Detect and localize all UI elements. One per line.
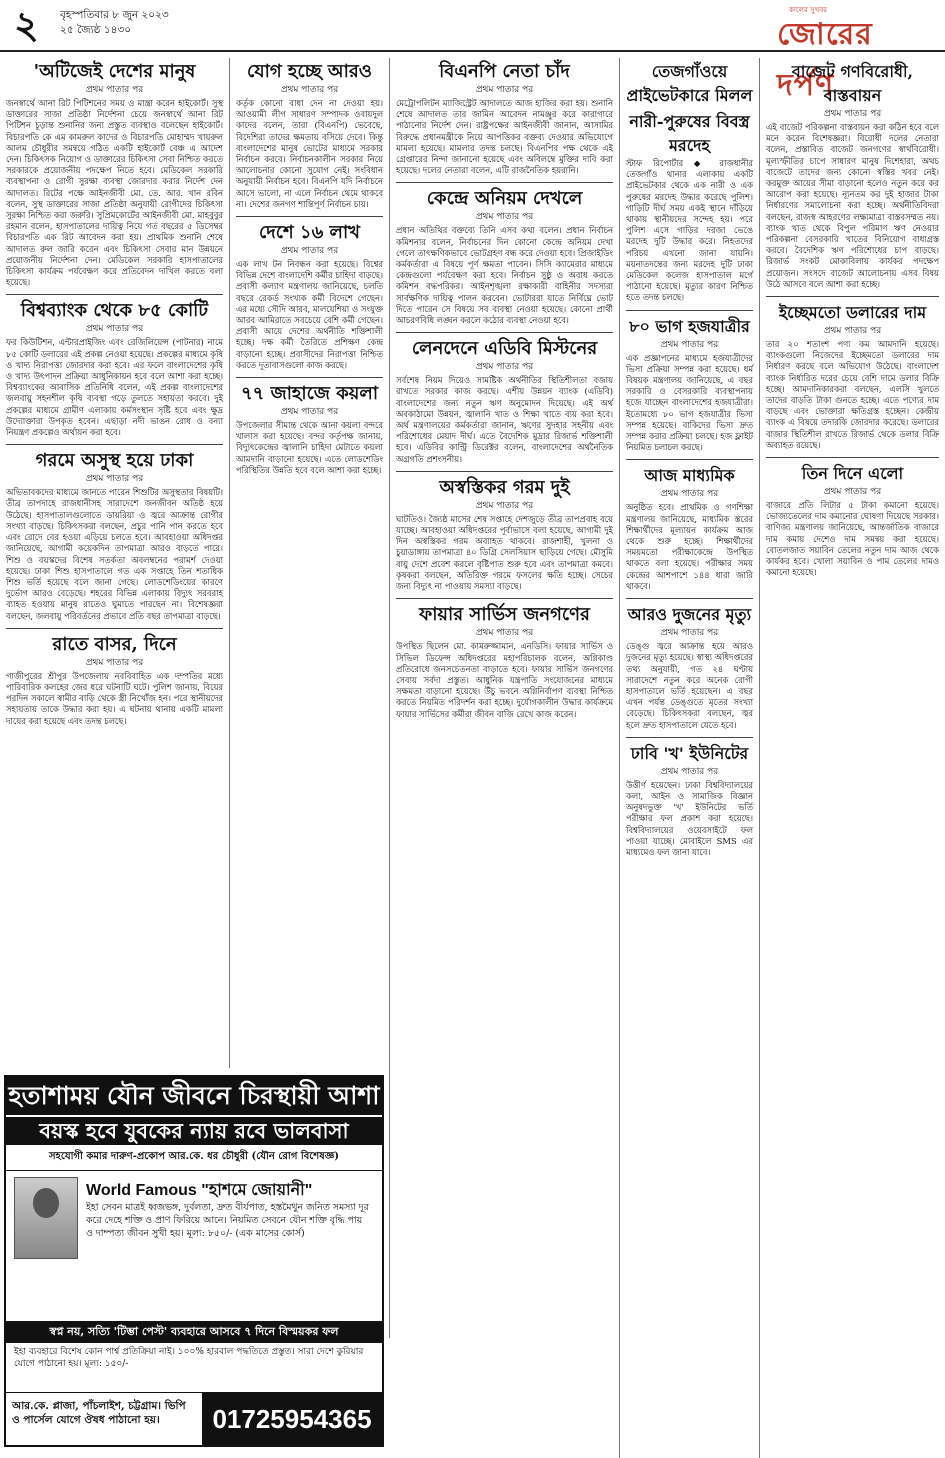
divider bbox=[236, 216, 383, 217]
divider bbox=[396, 471, 613, 472]
article-body: উপস্থিত ছিলেন মো. কামরুজ্জামান, এনডিসি। ফায়ার সার্ভিস ও সিভিল ডিফেন্স অধিদপ্তরের মহাপরিচালক বলেন, অগ্নিকাণ্ড প্রতিরোধে জনসচেতনতা বাড়াতে হবে। ফায়ার সার্ভিস জনগণের সেবায় সর্বদা প্রস্তুত। আধুনিক যন্ত্রপাতি সংযোজনের মাধ্যমে সক্ষমতা বাড়ানো হয়েছে। উঁচু ভবনে অগ্নিনির্বাপণ ব্যবস্থা নিশ্চিত করতে নিয়মিত পরিদর্শন করা হচ্ছে। দুর্যোগকালীন উদ্ধার কার্যক্রমে ফায়ার সার্ভিসের কর্মীরা জীবন বাজি রেখে কাজ করেন। bbox=[396, 641, 613, 719]
headline: কেন্দ্রে অনিয়ম দেখলে bbox=[426, 188, 583, 210]
ad-note: ইহা ব্যবহারে বিশেষ কোন পার্শ্ব প্রতিক্রিয়া নাই। ১০০% হারবাল পদ্ধতিতে প্রস্তুত। সারা দেশে কুরিয়ার যোগে পাঠানো হয়। মূল্য: ১৫০/- bbox=[14, 1347, 364, 1369]
jump-label: প্রথম পাতার পর bbox=[475, 500, 534, 511]
ad-headline-2: বয়স্ক হবে যুবকের ন্যায় রবে ভালবাসা bbox=[6, 1117, 382, 1145]
article-body: অনুষ্ঠিত হবে। প্রাথমিক ও গণশিক্ষা মন্ত্রণালয় জানিয়েছে, মাধ্যমিক স্তরের শিক্ষার্থীদের মূল্যায়ন কার্যক্রম আজ থেকে শুরু হচ্ছে। শিক্ষার্থীদের সময়মতো পরীক্ষাকেন্দ্রে উপস্থিত থাকতে বলা হয়েছে। পরীক্ষার সময় কেন্দ্রের আশপাশে ১৪৪ ধারা জারি থাকবে। bbox=[626, 502, 753, 591]
issue-date bbox=[60, 8, 169, 38]
jump-label: প্রথম পাতার পর bbox=[660, 628, 719, 639]
date-bangla: ২৫ জ্যৈষ্ঠ ১৪৩০ bbox=[60, 24, 132, 36]
jump-label: প্রথম পাতার পর bbox=[85, 85, 144, 95]
article-body: উত্তীর্ণ হয়েছেন। ঢাকা বিশ্ববিদ্যালয়ের কলা, আইন ও সামাজিক বিজ্ঞান অনুষদভুক্ত 'খ' ইউনিটের ভর্তি পরীক্ষার ফল প্রকাশ করা হয়েছে। বিশ্ববিদ্যালয়ের ওয়েবসাইটে ফল পাওয়া যাচ্ছে। মোবাইলে SMS এর মাধ্যমেও ফল জানা যাবে। bbox=[626, 779, 753, 857]
article-body: সর্বশেষ নিয়ম দিয়েও সামষ্টিক অর্থনীতির স্থিতিশীলতা বজায় রাখতে সরকার কাজ করছে। এশীয় উন্নয়ন ব্যাংক (এডিবি) বাংলাদেশের জন্য নতুন ঋণ অনুমোদন দিয়েছে। এই অর্থ অবকাঠামো উন্নয়ন, জ্বালানি খাত ও শিক্ষা খাতে ব্যয় করা হবে। অর্থ মন্ত্রণালয়ের কর্মকর্তারা জানান, ঋণের সুদহার সহনীয় এবং পরিশোধের মেয়াদ দীর্ঘ। এতে বৈদেশিক মুদ্রার রিজার্ভ শক্তিশালী হবে। এডিবির কান্ট্রি ডিরেক্টর বলেন, বাংলাদেশের অর্থনৈতিক অগ্রগতি প্রশংসনীয়। bbox=[396, 375, 613, 464]
ad-address: আর.কে. প্লাজা, পাঁচলাইশ, চট্টগ্রাম। ভিপি ও পার্সেল যোগে ঔষধ পাঠানো হয়। bbox=[12, 1400, 186, 1426]
headline: দেশে ১৬ লাখ bbox=[258, 222, 360, 244]
jump-label: প্রথম পাতার পর bbox=[475, 628, 534, 639]
jump-label: প্রথম পাতার পর bbox=[660, 339, 719, 350]
article-body: স্টাফ রিপোর্টার ◆ রাজধানীর তেজগাঁও থানার এলাকায় একটি প্রাইভেটকার থেকে এক নারী ও এক পুরুষের মরদেহ উদ্ধার করেছে পুলিশ। গাড়িটি দীর্ঘ সময় একই স্থানে দাঁড়িয়ে থাকায় স্থানীয়দের সন্দেহ হয়। পরে পুলিশ এসে গাড়ির দরজা ভেঙে মরদেহ দুটি উদ্ধার করে। নিহতদের পরিচয় এখনো জানা যায়নি। ময়নাতদন্তের জন্য মরদেহ দুটি ঢাকা মেডিকেল কলেজ হাসপাতাল মর্গে পাঠানো হয়েছে। মৃত্যুর কারণ নিশ্চিত হতে তদন্ত চলছে। bbox=[626, 158, 753, 303]
divider bbox=[766, 457, 939, 458]
article-budget bbox=[766, 60, 939, 290]
article-tejgaon-car bbox=[626, 60, 753, 304]
article-body: গাজীপুরের শ্রীপুর উপজেলায় নববিবাহিত এক দম্পতির মধ্যে পারিবারিক কলহের জের ধরে ঘটনাটি ঘটে। পুলিশ জানায়, বিয়ের পরদিন সকালে স্বামীর বাড়ি থেকে স্ত্রী নিখোঁজ হন। পরে স্থানীয়দের সহায়তায় তাকে উদ্ধার করা হয়। এ ঘটনায় থানায় একটি মামলা দায়ের করা হয়েছে এবং তদন্ত চলছে। bbox=[6, 670, 223, 726]
article-body: অভিভাবকদের মাধ্যমে জানতে পারেন শিশুটির অসুস্থতার বিষয়টি। তীব্র তাপদাহে রাজধানীসহ সারাদেশে জনজীবন অতিষ্ঠ হয়ে উঠেছে। হাসপাতালগুলোতে ডায়রিয়া ও জ্বরে আক্রান্ত রোগীর সংখ্যা বাড়ছে। চিকিৎসকরা বলছেন, প্রচুর পানি পান করতে হবে এবং রোদে বের হওয়া এড়িয়ে চলতে হবে। আবহাওয়া অধিদপ্তর জানিয়েছে, আগামী কয়েকদিন তাপমাত্রা আরও বাড়তে পারে। শিশু ও বয়স্কদের বিশেষ সতর্কতা অবলম্বনের পরামর্শ দেওয়া হয়েছে। ঢাকা শিশু হাসপাতালে গত এক সপ্তাহে তিন শতাধিক শিশু ভর্তি হয়েছে বলে জানা গেছে। লোডশেডিংয়ের কারণে দুর্ভোগ আরও বেড়েছে। শহরের বিভিন্ন এলাকায় বিদ্যুৎ সরবরাহ ব্যাহত হওয়ায় মানুষ রাতেও ঘুমাতে পারছেন না। বিশেষজ্ঞরা বলছেন, জলবায়ু পরিবর্তনের প্রভাবে প্রতি বছর তাপমাত্রা বাড়ছে। bbox=[6, 487, 223, 621]
article-heat-dhaka bbox=[6, 449, 223, 621]
sub-headline: নারী-পুরুষের বিবস্ত্র মরদেহ bbox=[629, 112, 750, 155]
ad-content bbox=[6, 1171, 382, 1321]
divider bbox=[6, 444, 223, 445]
jump-label: প্রথম পাতার পর bbox=[280, 85, 339, 95]
divider bbox=[626, 310, 753, 311]
column-3 bbox=[390, 58, 620, 1458]
article-body: ফর কিউটিশন, এন্টারপ্রাইজিং এবং রেজিলিয়েন্স (পাটনার) নামে ৮৫ কোটি ডলারের এই প্রকল্প নেওয়া হয়েছে। প্রকল্পের মাধ্যমে কৃষি ও খাদ্য নিরাপত্তা জোরদার করা হবে। এর ফলে বাংলাদেশের কৃষি ও খাদ্য উৎপাদন প্রক্রিয়া আধুনিকায়ন হবে বলে আশা করা হচ্ছে। বিশ্বব্যাংকের আবাসিক প্রতিনিধি বলেন, এই প্রকল্প বাংলাদেশের জলবায়ু সহনশীল কৃষি ব্যবস্থা গড়ে তুলতে সহায়তা করবে। দুই প্রকল্পের মাধ্যমে গ্রামীণ এলাকায় কর্মসংস্থান সৃষ্টি হবে এবং ক্ষুদ্র উদ্যোক্তারা উপকৃত হবেন। এছাড়া নদী ভাঙন রোধ ও বন্যা নিয়ন্ত্রণ প্রকল্পেও অর্থায়ন করা হবে। bbox=[6, 337, 223, 438]
article-du-kha-unit bbox=[626, 742, 753, 858]
article-body: জনস্বার্থে আনা রিট পিটিশনের সময় ও মান্ত্রা করেন হাইকোর্ট। সুস্থ ডাক্তারের সাজা প্রতিষ্ঠা নির্দেশনা চেয়ে জনস্বার্থে আনা রিট পিটিশন চূড়ান্ত শুনানির জন্য প্রস্তুত ব্যবস্থাও বলেছেন হাইকোর্ট। বিচারপতি কে এম কামরুল কাদের ও বিচারপতি মোহাম্মদ খায়রুল আলম চৌধুরীর সমন্বয়ে গঠিত একটি হাইকোর্ট বেঞ্চ এ আদেশ দেন। চিকিৎসক নিয়োগ ও ডাক্তারের চিকিৎসা সেবা নিশ্চিত করতে সরকারকে প্রয়োজনীয় পদক্ষেপ নিতে হবে। মেডিকেল সরকারি ব্যবস্থাপনা ও রোগী সুরক্ষা ব্যবস্থা জোরদার করার নির্দেশ দেন আদালত। রিটের পক্ষে আইনজীবী মো. তে. আর. খান রবিন বলেন, সুস্থ ডাক্তারের সাজা প্রতিষ্ঠা অনুযায়ী রোগীদের চিকিৎসা সুরক্ষা নিশ্চিত করা জরুরি। সুপ্রিমকোর্টের আইনজীবী মো. মাহবুবুর রহমান বলেন, হাসপাতালের দায়িত্ব নিয়ে গত বছরের ৫ ডিসেম্বর বিচারপতি এক রিট আবেদন করা হয়। প্রাথমিক শুনানি শেষে আদালত রুল জারি করেন এবং চিকিৎসা সেবার মান উন্নয়নে প্রয়োজনীয় নির্দেশনা দেন। মেডিকেল সরকারি হাসপাতালের চিকিৎসা কার্যক্রম পর্যবেক্ষণ করে প্রতিবেদন দাখিল করতে বলা হয়েছে। bbox=[6, 98, 223, 288]
ad-product-name: World Famous "হাশমে জোয়ানী" bbox=[86, 1182, 313, 1199]
jump-label: প্রথম পাতার পর bbox=[475, 362, 534, 373]
article-coal-ships bbox=[236, 382, 383, 476]
article-autism bbox=[6, 60, 223, 288]
ad-headline-1: হতাশাময় যৌন জীবনে চিরস্থায়ী আশা bbox=[6, 1077, 382, 1115]
divider bbox=[396, 182, 613, 183]
headline: বিএনপি নেতা চাঁদ bbox=[439, 61, 570, 82]
headline: ইচ্ছেমতো ডলারের দাম bbox=[778, 303, 927, 323]
advertisement bbox=[4, 1075, 384, 1447]
jump-label: প্রথম পাতার পর bbox=[823, 326, 882, 337]
article-bnp-leader bbox=[396, 60, 613, 176]
article-body: কর্তৃক কোনো বাধা দেন না দেওয়া হয়। আওয়ামী লীগ সাধারণ সম্পাদক ওবায়দুল কাদের বলেন, তারা (বিএনপি) ভেবেছে, বিদেশিরা তাদের ক্ষমতায় বসিয়ে দেবে। কিন্তু বাংলাদেশের মানুষ ভোটের মাধ্যমে সরকার নির্বাচন করবে। নির্বাচনকালীন সরকার নিয়ে আলোচনার কোনো সুযোগ নেই। সংবিধান অনুযায়ী নির্বাচন হবে। বিএনপি যদি নির্বাচনে আসে ভালো, না এলে নির্বাচন থেমে থাকবে না। দেশের জনগণ শান্তিপূর্ণ নির্বাচন চায়। bbox=[236, 98, 383, 209]
divider bbox=[396, 332, 613, 333]
headline: যোগ হচ্ছে আরও bbox=[246, 61, 373, 82]
headline: বিশ্বব্যাংক থেকে ৮৫ কোটি bbox=[20, 300, 209, 322]
article-secondary-exam bbox=[626, 464, 753, 592]
column-5 bbox=[760, 58, 945, 1458]
article-body: এক প্রজ্ঞাপনের মাধ্যমে হজযাত্রীদের ভিসা প্রক্রিয়া সম্পন্ন করা হয়েছে। ধর্ম বিষয়ক মন্ত্রণালয় জানিয়েছে, এ বছর সরকারি ও বেসরকারি ব্যবস্থাপনায় হজে যাচ্ছেন বাংলাদেশের হজযাত্রীরা। ইতোমধ্যে ৮০ ভাগ হজযাত্রীর ভিসা সম্পন্ন হয়েছে। বাকিদের ভিসা দ্রুত সম্পন্ন করার প্রক্রিয়া চলছে। হজ ফ্লাইট নিয়মিত চলাচল করছে। bbox=[626, 352, 753, 453]
ad-description: ইহা সেবন মাত্রই ধ্বজভঙ্গ, দুর্বলতা, দ্রুত বীর্যপাত, হস্তমৈথুন জনিত সমস্যা দূর করে দেহে শক্তি ও প্রাণ ফিরিয়ে আনে। নিয়মিত সেবনে যৌন শক্তি বৃদ্ধি পায় ও দাম্পত্য জীবন সুখী হয়। মূল্য: ৮৫০/- (এক মাসের কোর্স) bbox=[86, 1202, 369, 1239]
headline: গরমে অসুস্থ হয়ে ঢাকা bbox=[35, 450, 194, 472]
column-4 bbox=[620, 58, 760, 1458]
article-hajj bbox=[626, 315, 753, 454]
headline: 'অটিজেই দেশের মানুষ bbox=[33, 61, 196, 82]
divider bbox=[6, 628, 223, 629]
article-three-days bbox=[766, 462, 939, 578]
headline: রাতে বাসর, দিনে bbox=[52, 633, 177, 655]
article-body: এক লাখ টন নিবন্ধন করা হয়েছে। বিশ্বের বিভিন্ন দেশে বাংলাদেশি কর্মীর চাহিদা বাড়ছে। প্রবাসী কল্যাণ মন্ত্রণালয় জানিয়েছে, চলতি বছরে রেকর্ড সংখ্যক কর্মী বিদেশে গেছেন। এর মধ্যে সৌদি আরব, মালয়েশিয়া ও সংযুক্ত আরব আমিরাতে সবচেয়ে বেশি কর্মী গেছেন। প্রবাসী আয়ে দেশের অর্থনীতি শক্তিশালী হচ্ছে। দক্ষ কর্মী তৈরিতে প্রশিক্ষণ কেন্দ্র বাড়ানো হচ্ছে। প্রবাসীদের নিরাপত্তা নিশ্চিত করতে দূতাবাসগুলো কাজ করছে। bbox=[236, 259, 383, 370]
ad-phone-number[interactable]: 01725954365 bbox=[202, 1393, 382, 1445]
divider bbox=[626, 598, 753, 599]
headline: ৮০ ভাগ হজযাত্রীর bbox=[629, 316, 750, 336]
divider bbox=[6, 294, 223, 295]
article-wedding bbox=[6, 633, 223, 727]
jump-label: প্রথম পাতার পর bbox=[475, 212, 534, 223]
headline: বাজেট গণবিরোধী, বাস্তবায়ন bbox=[791, 62, 914, 105]
article-body: ঘাটতিও। জ্যৈষ্ঠ মাসের শেষ সপ্তাহে দেশজুড়ে তীব্র তাপপ্রবাহ বয়ে যাচ্ছে। আবহাওয়া অধিদপ্তরের পূর্বাভাসে বলা হয়েছে, আগামী দুই দিন অস্বস্তিকর গরম অব্যাহত থাকবে। রাজশাহী, খুলনা ও চুয়াডাঙ্গায় তাপমাত্রা ৪০ ডিগ্রি সেলসিয়াস ছাড়িয়ে গেছে। মৌসুমি বায়ু দেশে প্রবেশ করলে বৃষ্টিপাত শুরু হবে এবং তাপমাত্রা কমবে। কৃষকরা বলছেন, অতিরিক্ত গরমে ফসলের ক্ষতি হচ্ছে। সেচের জন্য বিদ্যুৎ না পাওয়ায় সমস্যা বাড়ছে। bbox=[396, 513, 613, 592]
article-polling-irregularity bbox=[396, 187, 613, 326]
jump-label: প্রথম পাতার পর bbox=[85, 474, 144, 485]
divider bbox=[236, 377, 383, 378]
column-1 bbox=[0, 58, 230, 1068]
jump-label: প্রথম পাতার পর bbox=[823, 487, 882, 498]
article-16-lakh bbox=[236, 221, 383, 371]
headline: অস্বস্তিকর গরম দুই bbox=[439, 476, 570, 498]
ad-footer bbox=[6, 1392, 382, 1445]
ad-promo-band: স্বপ্ন নয়, সত্যি 'টিম্ভা পেস্ট' ব্যবহারে আসবে ৭ দিনে বিস্ময়কর ফল bbox=[6, 1321, 382, 1343]
divider bbox=[766, 296, 939, 297]
divider bbox=[626, 737, 753, 738]
article-body: বাজারে প্রতি লিটার ৫ টাকা কমানো হয়েছে। ভোজ্যতেলের দাম কমানোর ঘোষণা দিয়েছে সরকার। বাণিজ্য মন্ত্রণালয় জানিয়েছে, আন্তর্জাতিক বাজারে দাম কমায় দেশেও দাম সমন্বয় করা হয়েছে। বোতলজাত সয়াবিন তেলের নতুন দাম আজ থেকে কার্যকর হবে। খোলা সয়াবিন ও পাম তেলের দামও কমানো হয়েছে। bbox=[766, 500, 939, 578]
jump-label: প্রথম পাতার পর bbox=[85, 657, 144, 668]
jump-label: প্রথম পাতার পর bbox=[660, 766, 719, 777]
jump-label: প্রথম পাতার পর bbox=[280, 246, 339, 257]
headline: ফায়ার সার্ভিস জনগণের bbox=[419, 604, 590, 626]
doctor-photo bbox=[14, 1177, 78, 1259]
article-dollar-rate bbox=[766, 301, 939, 451]
article-worldbank bbox=[6, 299, 223, 438]
divider bbox=[396, 598, 613, 599]
headline: আরও দুজনের মৃত্যু bbox=[627, 605, 752, 625]
page-number: ২ bbox=[14, 2, 39, 47]
headline: ঢাবি 'খ' ইউনিটের bbox=[630, 743, 749, 763]
jump-label: প্রথম পাতার পর bbox=[475, 85, 534, 95]
divider bbox=[626, 459, 753, 460]
headline: লেনদেনে এডিবি মিস্টনের bbox=[411, 338, 598, 360]
logo-text: জোরের দর্পণ bbox=[777, 17, 873, 103]
article-body: এই বাজেট পরিকল্পনা বাস্তবায়ন করা কঠিন হবে বলে মনে করেন বিশেষজ্ঞরা। বিরোধী দলের নেতারা বলেন, প্রস্তাবিত বাজেট জনগণের স্বার্থবিরোধী। মূল্যস্ফীতির চাপে সাধারণ মানুষ দিশেহারা, অথচ বাজেটে তাদের জন্য কোনো স্বস্তির খবর নেই। করমুক্ত আয়ের সীমা বাড়ানো হলেও নতুন করে কর আরোপ করা হয়েছে। ন্যূনতম কর দুই হাজার টাকা নির্ধারণের সমালোচনা করা হচ্ছে। অর্থনীতিবিদরা বলছেন, রাজস্ব আহরণের লক্ষ্যমাত্রা বাস্তবসম্মত নয়। ব্যাংক খাত থেকে বিপুল পরিমাণ ঋণ নেওয়ার পরিকল্পনা বেসরকারি খাতের বিনিয়োগ বাধাগ্রস্ত করবে। বৈদেশিক ঋণ পরিশোধের চাপ বাড়ছে। রিজার্ভ সংকট মোকাবিলায় কার্যকর পদক্ষেপ প্রয়োজন। সংসদে বাজেট আলোচনায় এসব বিষয় উঠে আসবে বলে আশা করা হচ্ছে। bbox=[766, 122, 939, 289]
article-body: উপজেলার সীমান্ত থেকে আনা কয়লা বন্দরে খালাস করা হয়েছে। বন্দর কর্তৃপক্ষ জানায়, বিদ্যুৎকেন্দ্রের জ্বালানি চাহিদা মেটাতে কয়লা আমদানি বাড়ানো হয়েছে। এতে লোডশেডিং পরিস্থিতির উন্নতি হবে বলে আশা করা হচ্ছে। bbox=[236, 420, 383, 475]
article-adb bbox=[396, 337, 613, 465]
headline: আজ মাধ্যমিক bbox=[644, 466, 735, 486]
article-uncomfortable-heat bbox=[396, 476, 613, 592]
article-adding-more bbox=[236, 60, 383, 210]
jump-label: প্রথম পাতার পর bbox=[823, 109, 882, 119]
headline: ৭৭ জাহাজে কয়লা bbox=[240, 383, 379, 405]
article-body: তার ২০ শতাংশ পণ্য কম আমদানি হয়েছে। ব্যাংকগুলো নিজেদের ইচ্ছেমতো ডলারের দাম নির্ধারণ করছে বলে অভিযোগ উঠেছে। বাংলাদেশ ব্যাংক নির্ধারিত দরের চেয়ে বেশি দামে ডলার বিক্রি হচ্ছে। আমদানিকারকরা বলছেন, এলসি খুলতে তাদের বাড়তি টাকা গুনতে হচ্ছে। এতে পণ্যের দাম বাড়ছে এবং ভোক্তারা ক্ষতিগ্রস্ত হচ্ছেন। কেন্দ্রীয় ব্যাংক এ বিষয়ে তদারকি জোরদার করেছে। ডলারের বাজার স্থিতিশীল রাখতে রিজার্ভ থেকে ডলার বিক্রি অব্যাহত রয়েছে। bbox=[766, 339, 939, 450]
logo-tagline: কালের সুখবর bbox=[789, 6, 827, 14]
ad-doctor-line: সহযোগী কমার দারুণ-প্রকোপ আর.কে. ধর চৌধুরী (যৌন রোগ বিশেষজ্ঞ) bbox=[6, 1145, 382, 1171]
jump-label: প্রথম পাতার পর bbox=[280, 407, 339, 418]
article-body: মেট্রোপলিটন ম্যাজিস্ট্রেট আদালতে আজ হাজির করা হয়। শুনানি শেষে আদালত তার জামিন আবেদন নামঞ্জুর করে কারাগারে পাঠানোর নির্দেশ দেন। রাষ্ট্রপক্ষের আইনজীবী জানান, আসামির বিরুদ্ধে প্রধানমন্ত্রীকে নিয়ে আপত্তিকর বক্তব্য দেওয়ার অভিযোগে মামলা হয়েছে। মামলার তদন্ত চলছে। বিএনপির পক্ষ থেকে এই গ্রেপ্তারের নিন্দা জানানো হয়েছে এবং অবিলম্বে মুক্তির দাবি করা হয়েছে। দলের নেতারা বলেন, এটি রাজনৈতিক হয়রানি। bbox=[396, 98, 613, 176]
jump-label: প্রথম পাতার পর bbox=[660, 489, 719, 500]
article-fire-service bbox=[396, 603, 613, 719]
date-english: বৃহস্পতিবার ৮ জুন ২০২৩ bbox=[60, 9, 169, 21]
headline: তেজগাঁওয়ে প্রাইভেটকারে মিলল bbox=[626, 62, 753, 105]
article-two-deaths bbox=[626, 603, 753, 731]
article-body: ডেঙ্গু জ্বরে আক্রান্ত হয়ে আরও দুজনের মৃত্যু হয়েছে। স্বাস্থ্য অধিদপ্তরের তথ্য অনুযায়ী, গত ২৪ ঘণ্টায় সারাদেশে নতুন করে অনেক রোগী হাসপাতালে ভর্তি হয়েছেন। এ বছর এখন পর্যন্ত ডেঙ্গুতে মৃতের সংখ্যা বেড়েছে। চিকিৎসকরা বলছেন, জ্বর হলে দ্রুত হাসপাতালে যেতে হবে। bbox=[626, 641, 753, 730]
jump-label: প্রথম পাতার পর bbox=[85, 324, 144, 335]
article-body: প্রধান অতিথির বক্তব্যে তিনি এসব কথা বলেন। প্রধান নির্বাচন কমিশনার বলেন, নির্বাচনের দিন কোনো কেন্দ্রে অনিয়ম দেখা গেলে তাৎক্ষণিকভাবে ভোটগ্রহণ বন্ধ করে দেওয়া হবে। প্রিজাইডিং কর্মকর্তারা এ বিষয়ে পূর্ণ ক্ষমতা পাবেন। সিসি ক্যামেরার মাধ্যমে কেন্দ্রগুলো পর্যবেক্ষণ করা হবে। নির্বাচন সুষ্ঠু ও অবাধ করতে কমিশন বদ্ধপরিকর। আইনশৃঙ্খলা রক্ষাকারী বাহিনীর সদস্যরা সার্বক্ষণিক দায়িত্ব পালন করবেন। ভোটাররা যাতে নির্বিঘ্নে ভোট দিতে পারেন সে বিষয়ে সব ব্যবস্থা নেওয়া হয়েছে। কোনো প্রার্থী আচরণবিধি লঙ্ঘন করলে কঠোর ব্যবস্থা নেওয়া হবে। bbox=[396, 225, 613, 326]
headline: তিন দিনে এলো bbox=[801, 464, 904, 484]
